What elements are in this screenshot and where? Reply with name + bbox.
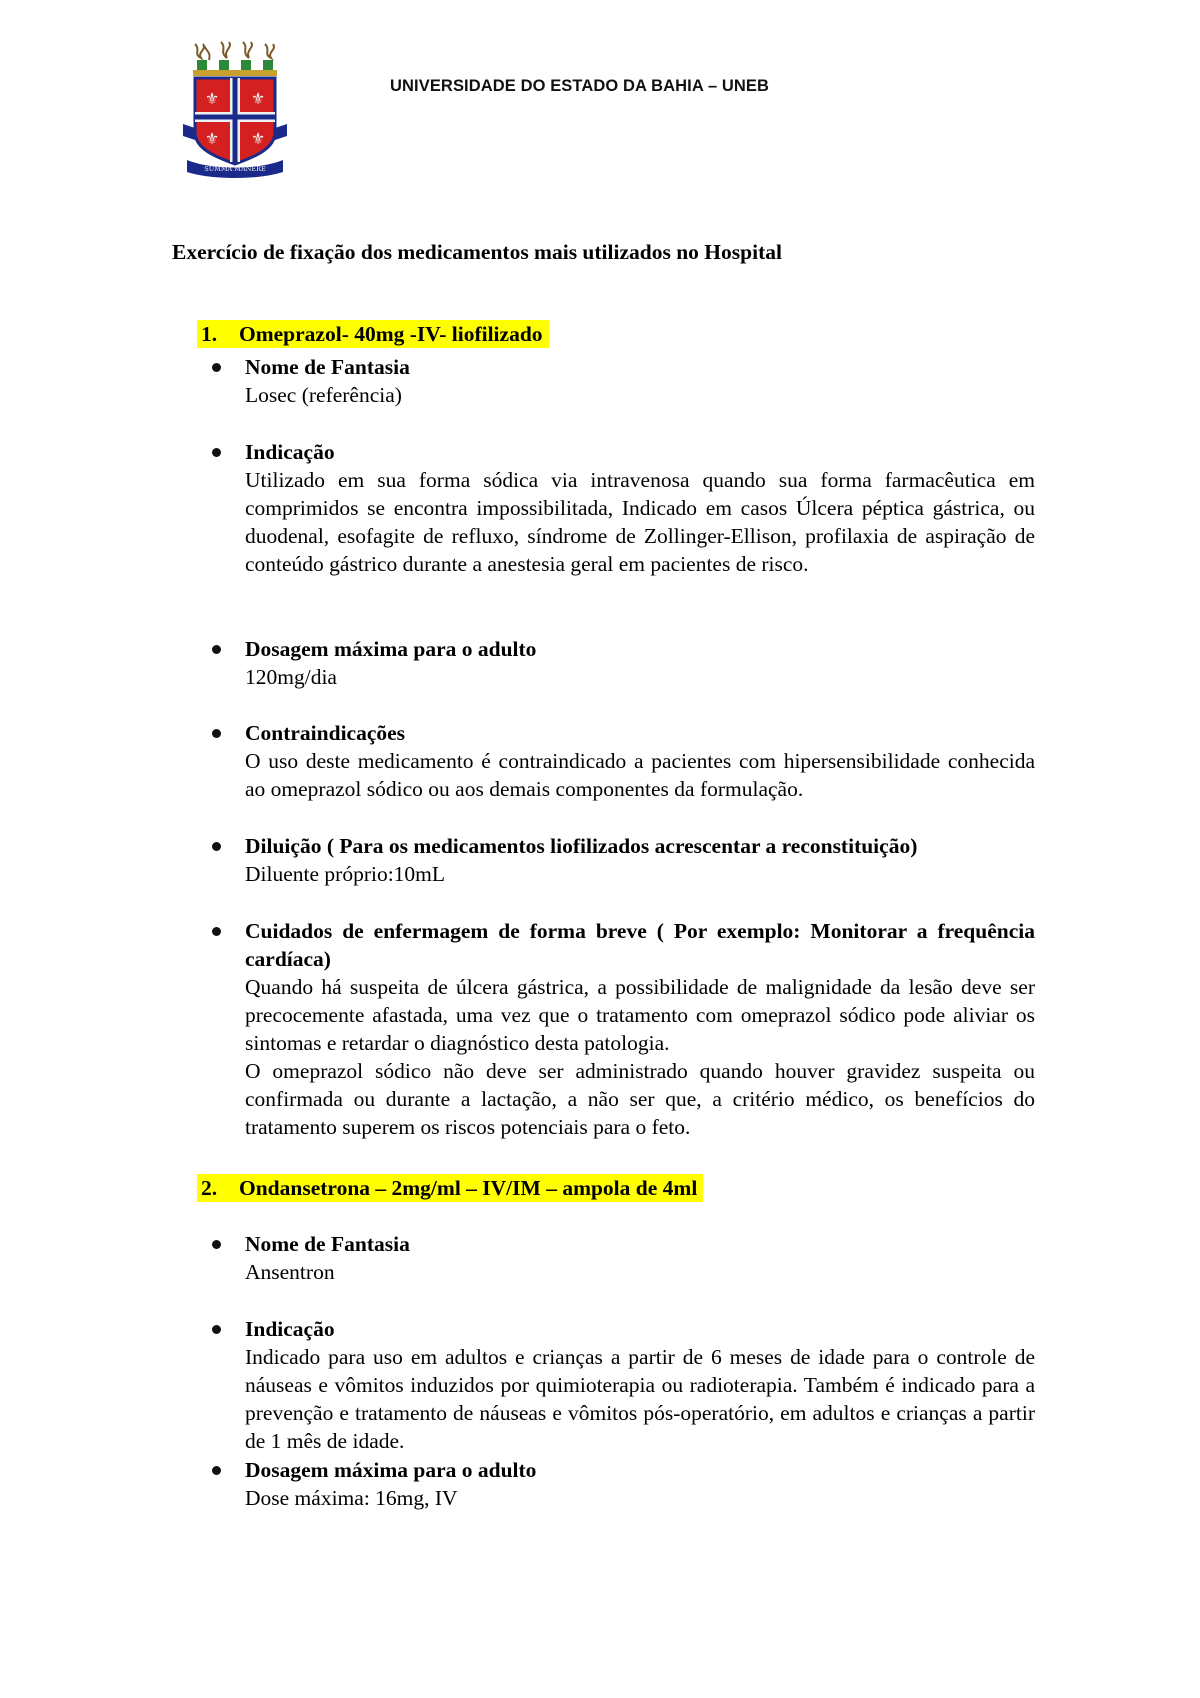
bullet-icon [212,729,221,738]
item-label: Cuidados de enfermagem de forma breve ( Por exemplo: Monitorar a frequência cardíaca) [245,919,1035,971]
bullet-icon [212,363,221,372]
bullet-icon [212,645,221,654]
svg-text:⚜: ⚜ [204,89,220,108]
svg-text:⚜: ⚜ [204,129,220,148]
item-text-continued: O omeprazol sódico não deve ser administrado quando houver gravidez suspeita ou confirmada ou durante a lactação, a não ser que, a critério médico, os benefícios do tratamento superem os riscos potenciais para o feto. [245,1059,1035,1139]
item-text: Quando há suspeita de úlcera gástrica, a possibilidade de malignidade da lesão deve ser precocemente afastada, uma vez que o tratamento com omeprazol sódico pode aliviar os sintomas e retardar o diagnóstico desta patologia. [245,975,1035,1055]
item-text: Indicado para uso em adultos e crianças a partir de 6 meses de idade para o controle de náuseas e vômitos induzidos por quimioterapia ou radioterapia. Também é indicado para a prevenção e tratamento de náuseas e vômitos pós-operatório, em adultos e crianças a partir de 1 mês de idade. [245,1345,1035,1453]
item-text: Losec (referência) [245,383,402,407]
item-label: Diluição ( Para os medicamentos liofilizados acrescentar a reconstituição) [245,834,918,858]
bullet-icon [212,842,221,851]
item-label: Dosagem máxima para o adulto [245,1458,537,1482]
bullet-icon [212,1466,221,1475]
item-label: Nome de Fantasia [245,1232,410,1256]
svg-text:⚜: ⚜ [250,129,266,148]
section-title: Ondansetrona – 2mg/ml – IV/IM – ampola de 4ml [239,1176,698,1200]
svg-text:⚜: ⚜ [250,89,266,108]
bullet-icon [212,1325,221,1334]
section-heading-omeprazol [197,320,549,348]
item-label: Dosagem máxima para o adulto [245,637,537,661]
shield-icon [195,78,275,164]
item-label: Nome de Fantasia [245,355,410,379]
section-number: 2. [201,1176,218,1200]
item-label: Indicação [245,440,335,464]
page-title: Exercício de fixação dos medicamentos mais utilizados no Hospital [172,240,782,264]
bullet-icon [212,927,221,936]
item-text: Utilizado em sua forma sódica via intravenosa quando sua forma farmacêutica em comprimidos se encontra impossibilitada, Indicado em casos Úlcera péptica gástrica, ou duodenal, esofagite de refluxo, síndrome de Zollinger-Ellison, profilaxia de aspiração de conteúdo gástrico durante a anestesia geral em pacientes de risco. [245,468,1035,576]
bullet-icon [212,448,221,457]
item-label: Indicação [245,1317,335,1341]
section-title: Omeprazol- 40mg -IV- liofilizado [239,322,543,346]
item-label: Contraindicações [245,721,406,745]
section-number: 1. [201,322,218,346]
section-heading-ondansetrona [197,1174,703,1202]
item-text: Dose máxima: 16mg, IV [245,1486,458,1510]
uneb-crest-logo [181,40,289,178]
item-text: 120mg/dia [245,665,337,689]
torches-icon [193,42,277,76]
item-text: O uso deste medicamento é contraindicado a pacientes com hipersensibilidade conhecida ao omeprazol sódico ou aos demais componentes da formulação. [245,749,1035,801]
svg-text:SUMMA MANERE: SUMMA MANERE [204,165,266,173]
item-text: Diluente próprio:10mL [245,862,446,886]
university-name: UNIVERSIDADE DO ESTADO DA BAHIA – UNEB [390,77,770,95]
item-text: Ansentron [245,1260,335,1284]
bullet-icon [212,1240,221,1249]
